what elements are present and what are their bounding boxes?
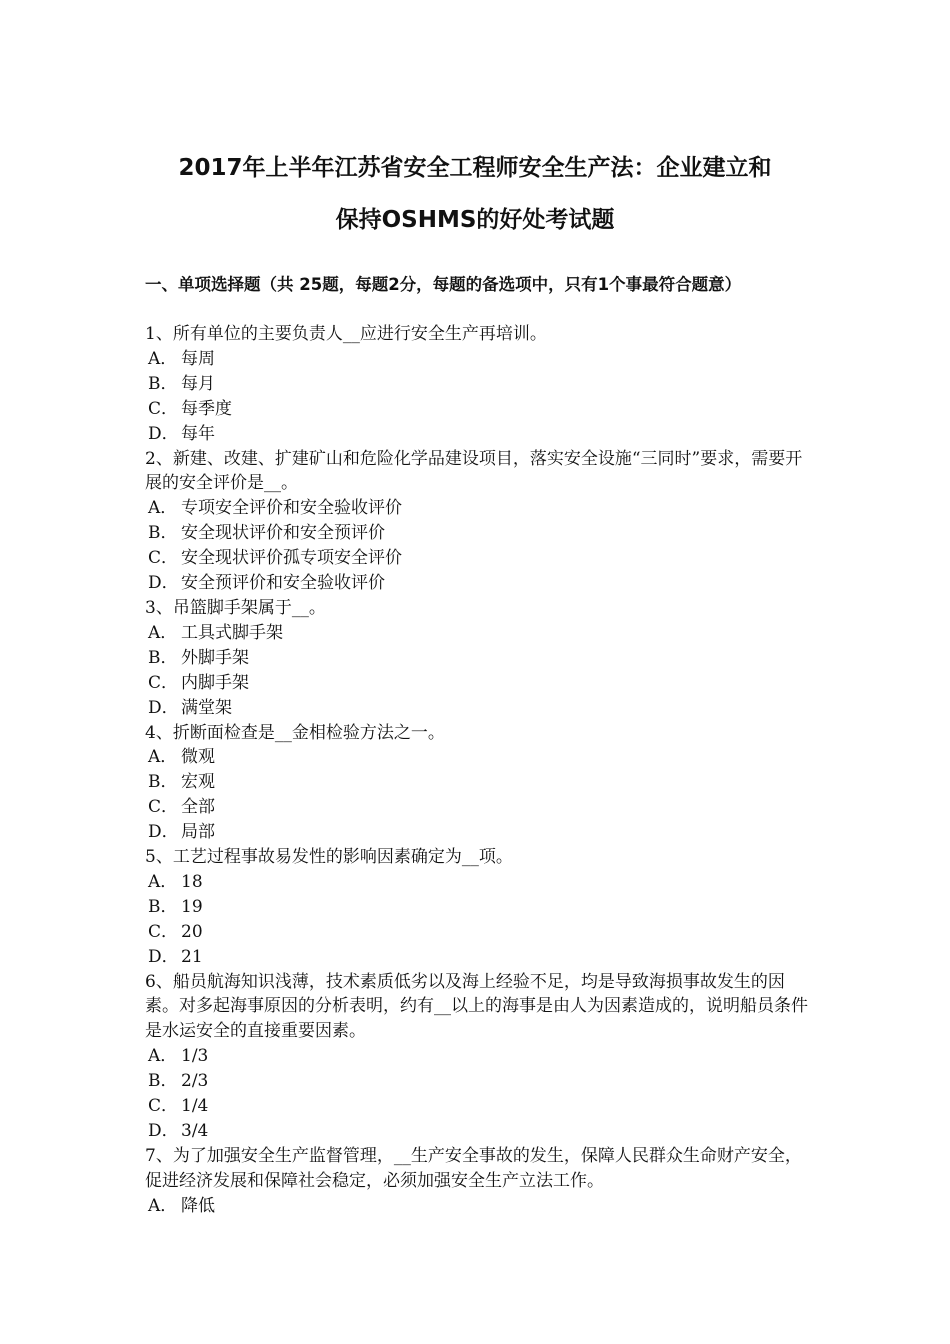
answer-option: [145, 820, 810, 845]
option-text: 安全现状评价孤专项安全评价: [181, 548, 402, 569]
option-text: 安全现状评价和安全预评价: [181, 523, 385, 544]
option-text: 20: [181, 921, 203, 942]
question-stem: 2、新建、改建、扩建矿山和危险化学品建设项目，落实安全设施“三同时”要求，需要开展的安全评价是__。: [145, 448, 803, 494]
answer-option: [145, 1194, 810, 1219]
option-letter: A．: [148, 747, 178, 768]
option-text: 局部: [181, 822, 215, 843]
question-stem: 6、船员航海知识浅薄，技术素质低劣以及海上经验不足，均是导致海损事故发生的因素。对多起海事原因的分析表明，约有__以上的海事是由人为因素造成的，说明船员条件是水运安全的直接重要因素。: [145, 971, 808, 1042]
option-letter: A．: [148, 1046, 178, 1067]
answer-option: [145, 745, 810, 770]
answer-option: [145, 347, 810, 372]
option-letter: B．: [148, 373, 178, 394]
option-letter: D．: [148, 822, 179, 843]
option-text: 每月: [181, 373, 215, 394]
option-letter: C．: [148, 398, 179, 419]
answer-option: [145, 1069, 810, 1094]
option-letter: C．: [148, 797, 179, 818]
option-letter: D．: [148, 946, 179, 967]
answer-option: [145, 646, 810, 671]
answer-option: [145, 945, 810, 970]
question-list: [145, 322, 810, 1219]
answer-option: [145, 521, 810, 546]
answer-option: [145, 422, 810, 447]
option-letter: A．: [148, 622, 178, 643]
question-stem: 4、折断面检查是__金相检验方法之一。: [145, 722, 445, 743]
option-text: 每年: [181, 423, 215, 444]
answer-option: [145, 1094, 810, 1119]
option-letter: A．: [148, 1195, 178, 1216]
option-letter: D．: [148, 697, 179, 718]
answer-option: [145, 496, 810, 521]
option-text: 专项安全评价和安全验收评价: [181, 498, 402, 519]
answer-option: [145, 671, 810, 696]
option-text: 降低: [181, 1195, 215, 1216]
option-letter: A．: [148, 348, 178, 369]
answer-option: [145, 397, 810, 422]
answer-option: [145, 870, 810, 895]
answer-option: [145, 795, 810, 820]
answer-option: [145, 895, 810, 920]
option-text: 微观: [181, 747, 215, 768]
option-text: 安全预评价和安全验收评价: [181, 573, 385, 594]
option-text: 全部: [181, 797, 215, 818]
option-letter: C．: [148, 1096, 179, 1117]
question-stem: 5、工艺过程事故易发性的影响因素确定为__项。: [145, 847, 513, 868]
answer-option: [145, 920, 810, 945]
option-text: 工具式脚手架: [181, 622, 283, 643]
document-title-line-1: 2017年上半年江苏省安全工程师安全生产法：企业建立和: [178, 155, 772, 181]
section-heading: 一、单项选择题（共 25题，每题2分，每题的备选项中，只有1个事最符合题意）: [145, 275, 742, 294]
option-letter: B．: [148, 647, 178, 668]
option-text: 内脚手架: [181, 672, 249, 693]
answer-option: [145, 621, 810, 646]
option-letter: A．: [148, 871, 178, 892]
answer-option: [145, 770, 810, 795]
option-text: 18: [181, 871, 203, 892]
option-letter: B．: [148, 772, 178, 793]
option-letter: B．: [148, 896, 178, 917]
option-text: 每周: [181, 348, 215, 369]
option-letter: C．: [148, 672, 179, 693]
option-letter: D．: [148, 1121, 179, 1141]
document-title-line-2: 保持OSHMS的好处考试题: [335, 207, 615, 233]
question-stem: 1、所有单位的主要负责人__应进行安全生产再培训。: [145, 324, 547, 344]
answer-option: [145, 1119, 810, 1144]
option-letter: C．: [148, 548, 179, 569]
answer-option: [145, 696, 810, 721]
answer-option: [145, 571, 810, 596]
option-text: 21: [181, 946, 203, 967]
option-letter: A．: [148, 498, 178, 519]
option-letter: B．: [148, 523, 178, 544]
option-text: 2/3: [181, 1071, 209, 1092]
question-stem: 3、吊篮脚手架属于__。: [145, 597, 326, 618]
option-text: 满堂架: [181, 697, 232, 718]
answer-option: [145, 1044, 810, 1069]
option-letter: D．: [148, 573, 179, 594]
answer-option: [145, 546, 810, 571]
option-text: 外脚手架: [181, 647, 249, 668]
option-text: 宏观: [181, 772, 215, 793]
option-letter: D．: [148, 423, 179, 444]
answer-option: [145, 372, 810, 397]
option-letter: B．: [148, 1071, 178, 1092]
question-stem: 7、为了加强安全生产监督管理，__生产安全事故的发生，保障人民群众生命财产安全，促进经济发展和保障社会稳定，必须加强安全生产立法工作。: [145, 1145, 802, 1191]
option-text: 每季度: [181, 398, 232, 419]
option-text: 19: [181, 896, 203, 917]
option-text: 1/4: [181, 1096, 209, 1117]
option-text: 3/4: [181, 1121, 209, 1141]
option-letter: C．: [148, 921, 179, 942]
option-text: 1/3: [181, 1046, 209, 1067]
